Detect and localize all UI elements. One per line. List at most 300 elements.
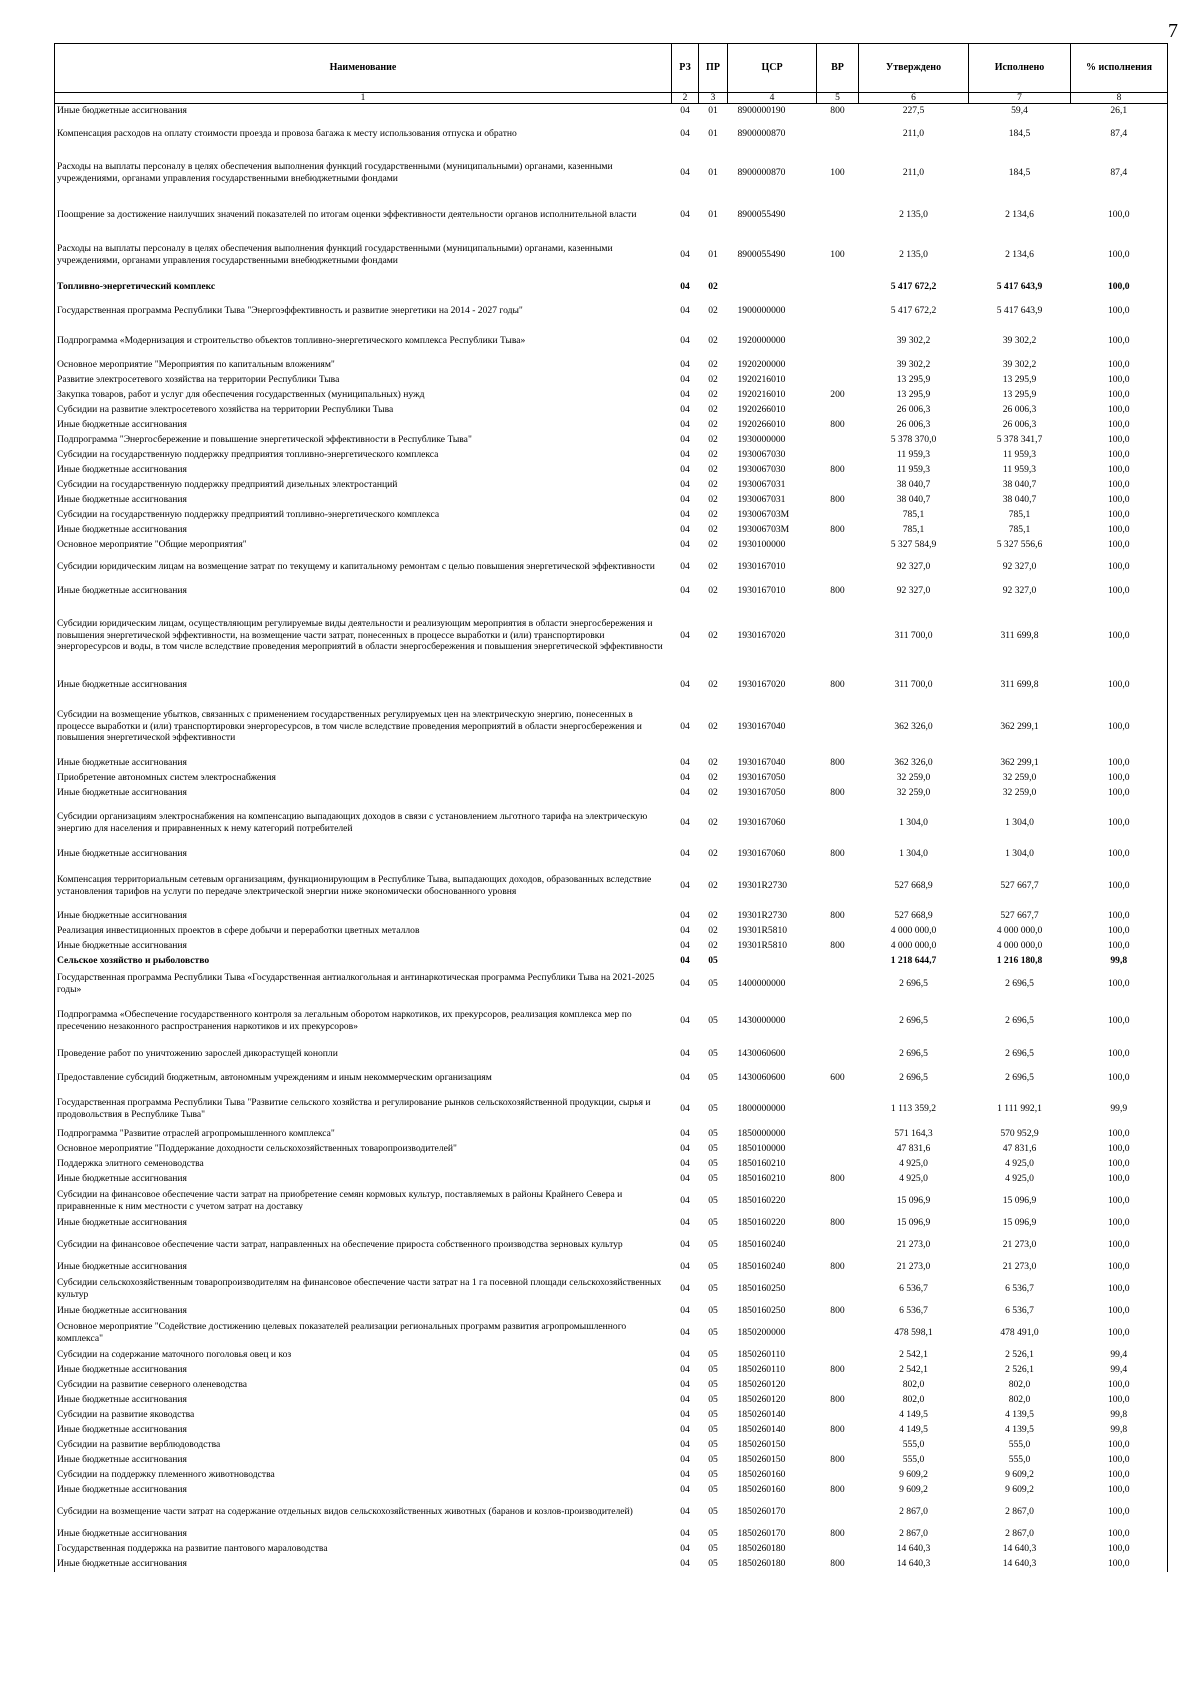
row-executed: 311 699,8 bbox=[1000, 679, 1039, 690]
row-vr: 800 bbox=[830, 584, 845, 596]
column-number: 7 bbox=[969, 93, 1071, 104]
table-row bbox=[55, 1304, 1168, 1319]
row-vr bbox=[817, 448, 859, 463]
row-approved: 2 696,5 bbox=[899, 1047, 928, 1059]
row-pr: 02 bbox=[708, 925, 718, 936]
row-executed: 4 000 000,0 bbox=[996, 940, 1043, 951]
row-name: Реализация инвестиционных проектов в сфере добычи и переработки цветных металлов bbox=[57, 925, 420, 936]
row-csr: 1430060600 bbox=[737, 1072, 786, 1083]
row-percent: 100,0 bbox=[1107, 1528, 1130, 1539]
row-csr: 1430060600 bbox=[737, 1047, 786, 1059]
row-csr: 1850100000 bbox=[737, 1143, 786, 1154]
row-rz: 04 bbox=[680, 1014, 690, 1026]
row-name: Субсидии на развитие яководства bbox=[57, 1409, 195, 1420]
table-row bbox=[55, 1423, 1168, 1438]
row-vr bbox=[817, 1231, 859, 1260]
row-csr: 1850160220 bbox=[737, 1217, 786, 1228]
row-rz: 04 bbox=[680, 1528, 690, 1539]
row-approved: 11 959,3 bbox=[896, 449, 931, 460]
table-row bbox=[55, 119, 1168, 150]
row-vr bbox=[817, 924, 859, 939]
budget-table-sheet bbox=[54, 43, 1167, 1572]
row-approved: 92 327,0 bbox=[896, 561, 931, 572]
row-percent: 100,0 bbox=[1107, 817, 1130, 828]
row-name: Иные бюджетные ассигнования bbox=[57, 848, 187, 859]
row-csr: 193006703М bbox=[737, 509, 790, 520]
row-executed: 14 640,3 bbox=[1002, 1558, 1037, 1569]
row-csr: 1850200000 bbox=[737, 1327, 786, 1338]
row-percent: 100,0 bbox=[1107, 449, 1130, 460]
row-executed: 1 111 992,1 bbox=[997, 1103, 1042, 1114]
row-executed: 4 925,0 bbox=[1005, 1158, 1034, 1169]
row-csr: 1850160250 bbox=[737, 1305, 786, 1316]
row-pr: 05 bbox=[708, 1424, 718, 1435]
row-csr: 1850260120 bbox=[737, 1394, 786, 1405]
row-percent: 100,0 bbox=[1107, 1195, 1130, 1206]
row-name: Расходы на выплаты персоналу в целях обеспечения выполнения функций государственными (муниципальными) органами, казенными учреждениями, органами управления государственными внебюджетными фондами bbox=[57, 160, 613, 184]
row-vr bbox=[817, 999, 859, 1043]
row-name: Подпрограмма «Обеспечение государственного контроля за легальным оборотом наркотиков, их прекурсоров, реализация комплекса мер по пресечению незаконного распространения наркотиков и их прекурсоров» bbox=[57, 1008, 632, 1032]
row-executed: 59,4 bbox=[1011, 105, 1028, 117]
row-pr: 02 bbox=[708, 464, 718, 475]
row-name: Подпрограмма "Энергосбережение и повышение энергетической эффективности в Республике Тыва" bbox=[57, 434, 472, 445]
row-vr bbox=[817, 954, 859, 969]
row-approved: 39 302,2 bbox=[896, 359, 931, 370]
row-percent: 100,0 bbox=[1107, 1128, 1130, 1139]
row-approved: 4 925,0 bbox=[899, 1158, 928, 1169]
row-csr: 1930167050 bbox=[737, 787, 786, 798]
row-vr bbox=[817, 801, 859, 846]
row-pr: 02 bbox=[708, 449, 718, 460]
row-approved: 555,0 bbox=[902, 1439, 925, 1450]
row-approved: 5 417 672,2 bbox=[890, 304, 937, 316]
row-percent: 99,4 bbox=[1110, 1364, 1128, 1375]
row-vr: 800 bbox=[830, 1454, 845, 1465]
page-number: 7 bbox=[1168, 20, 1178, 42]
row-percent: 100,0 bbox=[1107, 524, 1130, 535]
row-name: Основное мероприятие "Общие мероприятия" bbox=[57, 539, 247, 550]
row-rz: 04 bbox=[680, 848, 690, 859]
row-executed: 15 096,9 bbox=[1002, 1195, 1037, 1206]
row-executed: 5 417 643,9 bbox=[996, 280, 1043, 292]
row-executed: 184,5 bbox=[1008, 166, 1031, 178]
table-row bbox=[55, 1216, 1168, 1231]
row-percent: 100,0 bbox=[1107, 1327, 1130, 1338]
row-rz: 04 bbox=[680, 910, 690, 921]
row-name: Субсидии сельскохозяйственным товаропроизводителям на финансовое обеспечение части затрат на 1 га посевной площади сельскохозяйственных культур bbox=[57, 1277, 662, 1300]
row-name: Приобретение автономных систем электроснабжения bbox=[57, 772, 276, 783]
row-csr: 1920266010 bbox=[737, 404, 786, 415]
row-csr: 1850160250 bbox=[737, 1283, 786, 1294]
row-csr: 1850260160 bbox=[737, 1484, 786, 1495]
row-pr: 05 bbox=[708, 1047, 718, 1059]
row-executed: 362 299,1 bbox=[1000, 756, 1039, 768]
row-executed: 1 216 180,8 bbox=[996, 955, 1043, 966]
row-approved: 2 135,0 bbox=[899, 208, 928, 220]
row-vr: 800 bbox=[830, 1558, 845, 1569]
row-vr bbox=[817, 508, 859, 523]
row-executed: 2 696,5 bbox=[1005, 1014, 1034, 1026]
row-pr: 02 bbox=[708, 787, 718, 798]
row-pr: 05 bbox=[708, 1506, 718, 1517]
row-csr: 19301R5810 bbox=[737, 940, 788, 951]
row-csr: 1850160240 bbox=[737, 1261, 786, 1272]
row-percent: 100,0 bbox=[1107, 561, 1130, 572]
table-row bbox=[55, 755, 1168, 771]
row-rz: 04 bbox=[680, 787, 690, 798]
row-pr: 02 bbox=[708, 389, 718, 400]
table-row bbox=[55, 433, 1168, 448]
row-executed: 9 609,2 bbox=[1005, 1484, 1034, 1495]
row-pr: 02 bbox=[708, 404, 718, 415]
row-executed: 5 327 556,6 bbox=[996, 539, 1043, 550]
row-approved: 571 164,3 bbox=[894, 1128, 933, 1139]
row-executed: 92 327,0 bbox=[1002, 561, 1037, 572]
row-rz: 04 bbox=[680, 1469, 690, 1480]
row-pr: 02 bbox=[708, 359, 718, 370]
row-percent: 100,0 bbox=[1107, 879, 1130, 891]
row-name: Иные бюджетные ассигнования bbox=[57, 756, 187, 768]
row-percent: 100,0 bbox=[1107, 1072, 1130, 1083]
row-approved: 39 302,2 bbox=[896, 334, 931, 346]
row-name: Сельское хозяйство и рыболовство bbox=[57, 955, 210, 966]
row-percent: 100,0 bbox=[1107, 925, 1130, 936]
row-csr: 1930167060 bbox=[737, 817, 786, 828]
table-row bbox=[55, 493, 1168, 508]
row-percent: 100,0 bbox=[1107, 1217, 1130, 1228]
row-percent: 100,0 bbox=[1107, 1143, 1130, 1154]
row-name: Субсидии юридическим лицам, осуществляющим регулируемые виды деятельности и реализующим мероприятия в области энергосбережения и повышения энергетической эффективности, на возмещение части затрат, понесенных в процессе выработки и (или) транспортировки энергоресурсов и воды, в том числе вследствие проведения мероприятий в области энергосбережения и повышения энергетической эффективности bbox=[57, 617, 663, 653]
row-vr bbox=[817, 1378, 859, 1393]
table-row bbox=[55, 1172, 1168, 1187]
row-percent: 100,0 bbox=[1107, 1239, 1130, 1250]
row-name: Иные бюджетные ассигнования bbox=[57, 105, 187, 117]
row-approved: 311 700,0 bbox=[894, 629, 933, 641]
table-row bbox=[55, 403, 1168, 418]
table-row bbox=[55, 1527, 1168, 1542]
row-vr bbox=[817, 324, 859, 358]
header-csr: ЦСР bbox=[728, 44, 817, 93]
row-rz: 04 bbox=[680, 494, 690, 505]
row-percent: 100,0 bbox=[1107, 1047, 1130, 1059]
row-executed: 38 040,7 bbox=[1002, 494, 1037, 505]
row-csr: 1930167050 bbox=[737, 772, 786, 783]
row-name: Предоставление субсидий бюджетным, автономным учреждениям и иным некоммерческим организациям bbox=[57, 1072, 492, 1083]
row-approved: 4 149,5 bbox=[899, 1424, 928, 1435]
row-approved: 5 417 672,2 bbox=[890, 280, 937, 292]
row-executed: 362 299,1 bbox=[1000, 720, 1039, 732]
row-vr: 800 bbox=[830, 494, 845, 505]
table-row bbox=[55, 1043, 1168, 1065]
row-vr: 800 bbox=[830, 1424, 845, 1435]
row-vr: 800 bbox=[830, 1528, 845, 1539]
row-percent: 100,0 bbox=[1107, 304, 1130, 316]
row-name: Основное мероприятие "Поддержание доходности сельскохозяйственных товаропроизводителей" bbox=[57, 1143, 457, 1154]
row-name: Иные бюджетные ассигнования bbox=[57, 1394, 187, 1405]
row-name: Основное мероприятие "Мероприятия по капитальным вложениям" bbox=[57, 359, 335, 370]
row-csr: 1850160240 bbox=[737, 1239, 786, 1250]
row-name: Компенсация расходов на оплату стоимости проезда и провоза багажа к месту использования отпуска и обратно bbox=[57, 128, 517, 139]
row-rz: 04 bbox=[680, 1558, 690, 1569]
row-csr: 1850260110 bbox=[737, 1364, 786, 1375]
table-row bbox=[55, 1438, 1168, 1453]
row-vr bbox=[817, 373, 859, 388]
row-approved: 11 959,3 bbox=[896, 464, 931, 475]
row-executed: 2 867,0 bbox=[1005, 1506, 1034, 1517]
row-csr: 1930100000 bbox=[737, 539, 786, 550]
row-vr: 200 bbox=[830, 389, 845, 400]
row-vr bbox=[817, 478, 859, 493]
row-csr: 19301R5810 bbox=[737, 925, 788, 936]
table-row bbox=[55, 1363, 1168, 1378]
row-rz: 04 bbox=[680, 479, 690, 490]
row-csr: 1900000000 bbox=[737, 304, 786, 316]
row-pr: 05 bbox=[708, 1543, 718, 1554]
row-name: Иные бюджетные ассигнования bbox=[57, 1305, 187, 1316]
row-executed: 26 006,3 bbox=[1002, 419, 1037, 430]
row-executed: 6 536,7 bbox=[1005, 1283, 1034, 1294]
row-vr: 800 bbox=[830, 756, 845, 768]
row-csr: 1920000000 bbox=[737, 334, 786, 346]
row-rz: 04 bbox=[680, 419, 690, 430]
row-pr: 02 bbox=[708, 817, 718, 828]
row-rz: 04 bbox=[680, 879, 690, 891]
row-pr: 01 bbox=[708, 128, 718, 139]
row-csr: 1920200000 bbox=[737, 359, 786, 370]
row-approved: 4 000 000,0 bbox=[890, 925, 937, 936]
row-pr: 05 bbox=[708, 1128, 718, 1139]
table-row bbox=[55, 1231, 1168, 1260]
row-pr: 02 bbox=[708, 539, 718, 550]
row-rz: 04 bbox=[680, 772, 690, 783]
row-csr bbox=[728, 954, 817, 969]
row-vr: 800 bbox=[830, 1305, 845, 1316]
row-name: Иные бюджетные ассигнования bbox=[57, 940, 187, 951]
row-csr: 1930067031 bbox=[737, 494, 786, 505]
row-approved: 802,0 bbox=[902, 1379, 925, 1390]
row-percent: 99,8 bbox=[1110, 1424, 1128, 1435]
table-row bbox=[55, 298, 1168, 324]
row-vr: 800 bbox=[830, 1484, 845, 1495]
table-row bbox=[55, 508, 1168, 523]
row-executed: 802,0 bbox=[1008, 1394, 1031, 1405]
row-rz: 04 bbox=[680, 464, 690, 475]
row-percent: 100,0 bbox=[1107, 1469, 1130, 1480]
row-percent: 100,0 bbox=[1107, 389, 1130, 400]
row-csr: 1850260170 bbox=[737, 1528, 786, 1539]
table-header-row bbox=[55, 44, 1168, 93]
row-pr: 02 bbox=[708, 561, 718, 572]
row-approved: 2 867,0 bbox=[899, 1528, 928, 1539]
row-percent: 100,0 bbox=[1107, 1558, 1130, 1569]
row-pr: 05 bbox=[708, 977, 718, 989]
row-pr: 02 bbox=[708, 848, 718, 859]
row-csr: 8900000190 bbox=[737, 105, 786, 117]
row-pr: 02 bbox=[708, 419, 718, 430]
row-executed: 14 640,3 bbox=[1002, 1543, 1037, 1554]
column-number-row bbox=[55, 93, 1168, 104]
table-row bbox=[55, 324, 1168, 358]
row-vr: 800 bbox=[830, 1261, 845, 1272]
column-number: 2 bbox=[672, 93, 699, 104]
row-approved: 802,0 bbox=[902, 1394, 925, 1405]
row-name: Субсидии на финансовое обеспечение части затрат на приобретение семян кормовых культур, поставляемых в районы Крайнего Севера и приравненные к ним местности с учетом затрат на доставку bbox=[57, 1189, 623, 1212]
row-pr: 05 bbox=[708, 1409, 718, 1420]
row-csr: 8900055490 bbox=[737, 208, 786, 220]
row-name: Субсидии на развитие верблюдоводства bbox=[57, 1439, 221, 1450]
row-approved: 555,0 bbox=[902, 1454, 925, 1465]
row-executed: 38 040,7 bbox=[1002, 479, 1037, 490]
row-executed: 2 526,1 bbox=[1005, 1349, 1034, 1360]
row-percent: 100,0 bbox=[1107, 1261, 1130, 1272]
row-approved: 92 327,0 bbox=[896, 584, 931, 596]
row-pr: 05 bbox=[708, 1379, 718, 1390]
table-row bbox=[55, 582, 1168, 600]
row-name: Иные бюджетные ассигнования bbox=[57, 1484, 187, 1495]
row-vr: 600 bbox=[830, 1072, 845, 1083]
row-executed: 5 378 341,7 bbox=[996, 434, 1043, 445]
table-row bbox=[55, 150, 1168, 196]
table-row bbox=[55, 196, 1168, 234]
row-approved: 1 304,0 bbox=[899, 848, 928, 859]
row-vr bbox=[817, 1468, 859, 1483]
row-csr: 1930000000 bbox=[737, 434, 786, 445]
row-percent: 100,0 bbox=[1107, 629, 1130, 641]
row-pr: 05 bbox=[708, 1484, 718, 1495]
table-row bbox=[55, 1453, 1168, 1468]
row-pr: 02 bbox=[708, 879, 718, 891]
row-executed: 5 417 643,9 bbox=[996, 304, 1043, 316]
row-percent: 99,4 bbox=[1110, 1349, 1128, 1360]
table-row bbox=[55, 771, 1168, 786]
row-pr: 05 bbox=[708, 1072, 718, 1083]
row-executed: 1 304,0 bbox=[1005, 848, 1034, 859]
row-name: Иные бюджетные ассигнования bbox=[57, 679, 187, 690]
row-rz: 04 bbox=[680, 208, 690, 220]
table-row bbox=[55, 1142, 1168, 1157]
row-rz: 04 bbox=[680, 925, 690, 936]
row-executed: 802,0 bbox=[1008, 1379, 1031, 1390]
row-pr: 05 bbox=[708, 955, 718, 966]
column-number: 3 bbox=[699, 93, 728, 104]
row-approved: 14 640,3 bbox=[896, 1558, 931, 1569]
row-rz: 04 bbox=[680, 561, 690, 572]
table-row bbox=[55, 1157, 1168, 1172]
row-vr bbox=[817, 863, 859, 909]
table-row bbox=[55, 1498, 1168, 1527]
row-vr bbox=[817, 1348, 859, 1363]
table-row bbox=[55, 234, 1168, 276]
table-row bbox=[55, 1275, 1168, 1304]
table-row bbox=[55, 388, 1168, 403]
row-percent: 26,1 bbox=[1110, 105, 1128, 117]
row-vr bbox=[817, 969, 859, 999]
row-percent: 100,0 bbox=[1107, 1484, 1130, 1495]
row-approved: 13 295,9 bbox=[896, 374, 931, 385]
row-pr: 02 bbox=[708, 494, 718, 505]
row-name: Подпрограмма "Развитие отраслей агропромышленного комплекса" bbox=[57, 1128, 335, 1139]
row-pr: 02 bbox=[708, 509, 718, 520]
row-percent: 100,0 bbox=[1107, 334, 1130, 346]
row-name: Государственная программа Республики Тыва "Энергоэффективность и развитие энергетики на 2014 - 2027 годы" bbox=[57, 304, 523, 316]
row-vr: 800 bbox=[830, 1394, 845, 1405]
row-percent: 87,4 bbox=[1110, 166, 1128, 178]
row-percent: 100,0 bbox=[1107, 1454, 1130, 1465]
row-name: Иные бюджетные ассигнования bbox=[57, 524, 187, 535]
row-approved: 9 609,2 bbox=[899, 1469, 928, 1480]
row-csr: 1850260140 bbox=[737, 1409, 786, 1420]
row-rz: 04 bbox=[680, 1543, 690, 1554]
row-rz: 04 bbox=[680, 1173, 690, 1184]
row-vr bbox=[817, 600, 859, 672]
row-percent: 100,0 bbox=[1107, 1158, 1130, 1169]
row-rz: 04 bbox=[680, 679, 690, 690]
row-executed: 21 273,0 bbox=[1002, 1261, 1037, 1272]
table-row bbox=[55, 373, 1168, 388]
row-vr bbox=[817, 1275, 859, 1304]
row-name: Поощрение за достижение наилучших значений показателей по итогам оценки эффективности деятельности органов исполнительной власти bbox=[57, 208, 637, 220]
row-approved: 2 696,5 bbox=[899, 1072, 928, 1083]
row-approved: 15 096,9 bbox=[896, 1195, 931, 1206]
row-percent: 100,0 bbox=[1107, 1394, 1130, 1405]
row-approved: 47 831,6 bbox=[896, 1143, 931, 1154]
row-csr: 19301R2730 bbox=[737, 910, 788, 921]
row-rz: 04 bbox=[680, 389, 690, 400]
row-approved: 21 273,0 bbox=[896, 1261, 931, 1272]
table-row bbox=[55, 786, 1168, 801]
row-pr: 02 bbox=[708, 280, 718, 292]
row-pr: 05 bbox=[708, 1261, 718, 1272]
row-percent: 100,0 bbox=[1107, 772, 1130, 783]
row-rz: 04 bbox=[680, 756, 690, 768]
table-row bbox=[55, 801, 1168, 846]
row-approved: 227,5 bbox=[902, 105, 925, 117]
row-rz: 04 bbox=[680, 1283, 690, 1294]
row-csr: 1930167010 bbox=[737, 561, 786, 572]
row-pr: 05 bbox=[708, 1469, 718, 1480]
row-approved: 1 218 644,7 bbox=[890, 955, 937, 966]
row-executed: 311 699,8 bbox=[1000, 629, 1039, 641]
row-executed: 2 696,5 bbox=[1005, 1047, 1034, 1059]
row-executed: 4 925,0 bbox=[1005, 1173, 1034, 1184]
row-executed: 47 831,6 bbox=[1002, 1143, 1037, 1154]
row-rz: 04 bbox=[680, 1239, 690, 1250]
row-pr: 05 bbox=[708, 1349, 718, 1360]
row-csr: 1930067030 bbox=[737, 449, 786, 460]
row-percent: 100,0 bbox=[1107, 419, 1130, 430]
row-rz: 04 bbox=[680, 1424, 690, 1435]
row-name: Расходы на выплаты персоналу в целях обеспечения выполнения функций государственными (муниципальными) органами, казенными учреждениями, органами управления государственными внебюджетными фондами bbox=[57, 242, 613, 266]
row-name: Субсидии на поддержку племенного животноводства bbox=[57, 1469, 275, 1480]
row-rz: 04 bbox=[680, 248, 690, 260]
row-vr bbox=[817, 1127, 859, 1142]
row-name: Иные бюджетные ассигнования bbox=[57, 1173, 187, 1184]
row-executed: 4 139,5 bbox=[1005, 1409, 1034, 1420]
row-vr: 800 bbox=[830, 1217, 845, 1228]
row-approved: 478 598,1 bbox=[894, 1327, 933, 1338]
row-percent: 100,0 bbox=[1107, 584, 1130, 596]
row-csr: 1850260110 bbox=[737, 1349, 786, 1360]
row-percent: 100,0 bbox=[1107, 1173, 1130, 1184]
row-rz: 04 bbox=[680, 1158, 690, 1169]
table-row bbox=[55, 1260, 1168, 1275]
row-executed: 570 952,9 bbox=[1000, 1128, 1039, 1139]
row-approved: 2 696,5 bbox=[899, 977, 928, 989]
row-vr: 800 bbox=[830, 1173, 845, 1184]
row-rz: 04 bbox=[680, 1103, 690, 1114]
row-pr: 02 bbox=[708, 524, 718, 535]
table-row bbox=[55, 699, 1168, 755]
